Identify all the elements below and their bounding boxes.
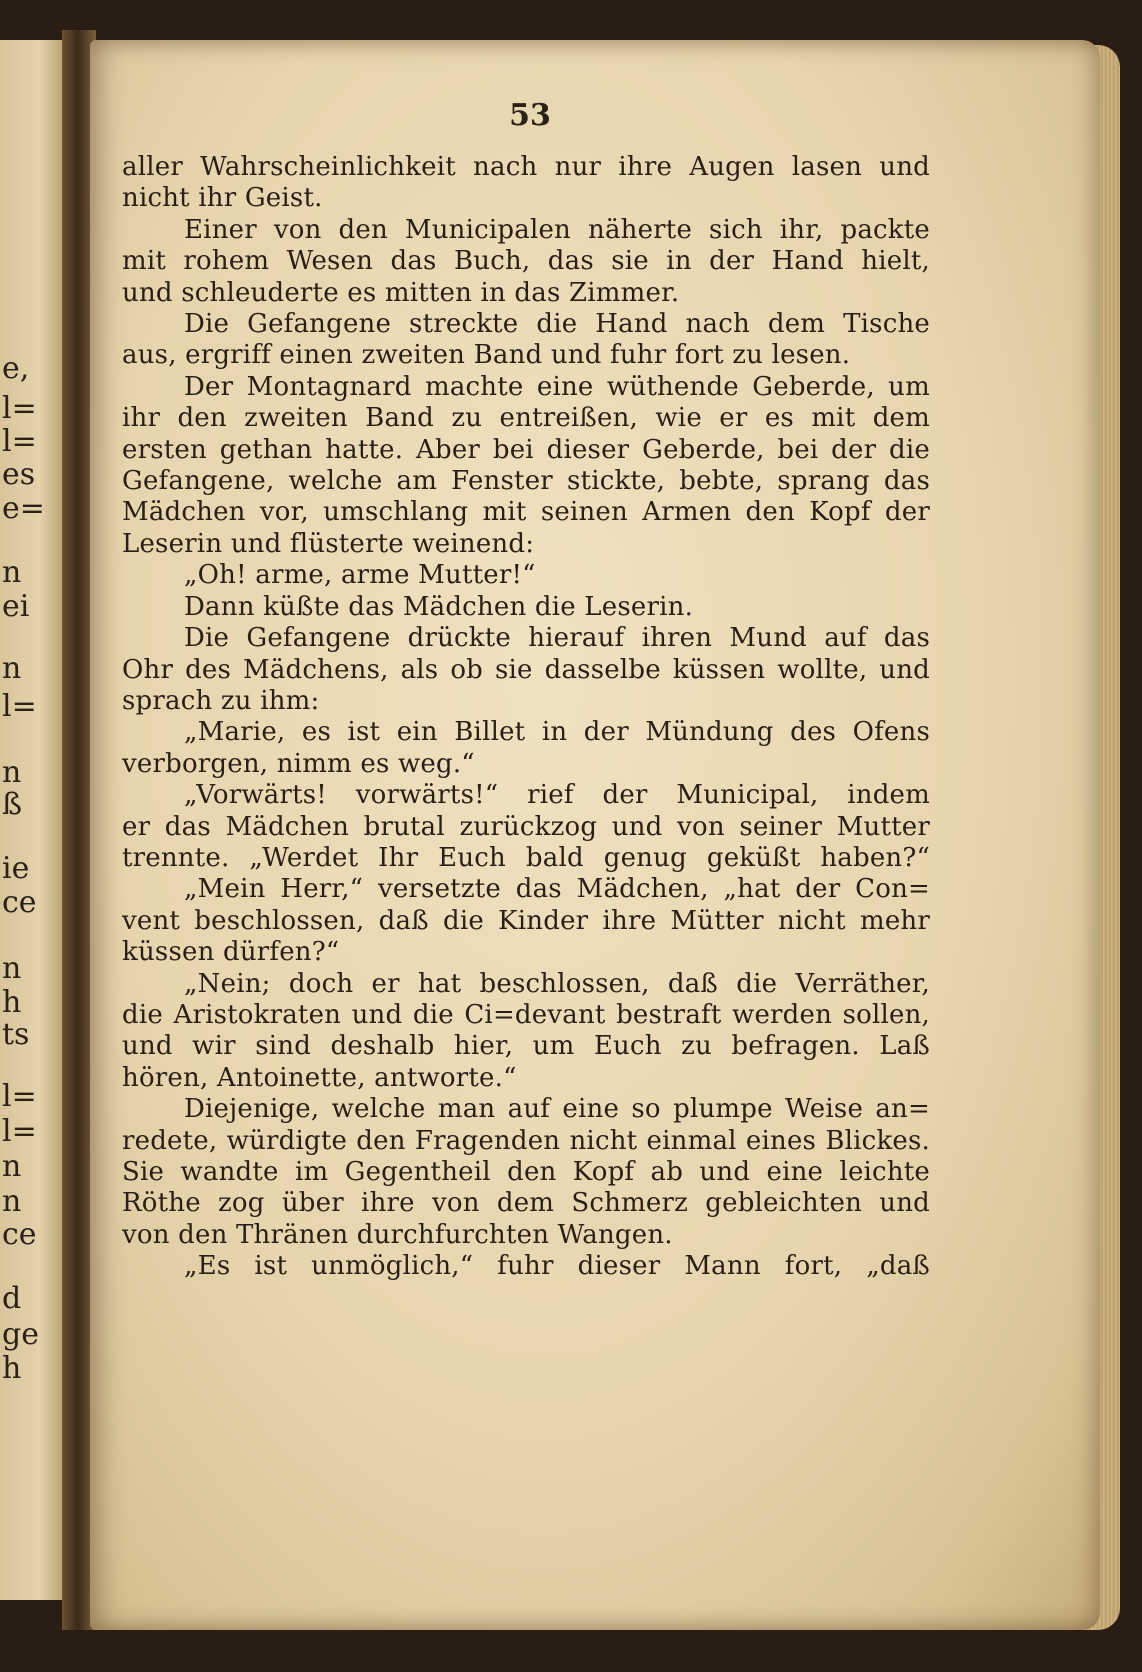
text-line: „Es ist unmöglich,“ fuhr dieser Mann fort, „daß (184, 1251, 930, 1282)
text-line: von den Thränen durchfurchten Wangen. (122, 1219, 673, 1250)
text-line: Ohr des Mädchens, als ob sie dasselbe küssen wollte, und (122, 654, 930, 685)
text-line: Diejenige, welche man auf eine so plumpe Weise an= (184, 1094, 930, 1125)
left-page-fragment: n (2, 756, 22, 790)
text-line: die Aristokraten und die Ci=devant bestraft werden sollen, (122, 999, 930, 1030)
left-page-fragment: ts (2, 1018, 30, 1052)
left-facing-page (0, 40, 66, 1600)
body-text (122, 152, 930, 1283)
left-page-fragment: n (2, 952, 22, 986)
text-line: aller Wahrscheinlichkeit nach nur ihre Augen lasen und (122, 152, 930, 182)
left-page-fragment: l= (2, 690, 37, 724)
text-line: und schleuderte es mitten in das Zimmer. (122, 277, 680, 308)
text-line: „Vorwärts! vorwärts!“ rief der Municipal, indem (184, 780, 930, 811)
text-line: er das Mädchen brutal zurückzog und von seiner Mutter (122, 811, 930, 842)
text-line: Die Gefangene drückte hierauf ihren Mund auf das (184, 623, 930, 654)
text-line: „Nein; doch er hat beschlossen, daß die Verräther, (184, 968, 930, 999)
text-line: küssen dürfen?“ (122, 937, 340, 968)
left-page-fragment: n (2, 556, 22, 590)
left-page-fragment: ß (2, 788, 23, 822)
text-line: hören, Antoinette, antworte.“ (122, 1062, 517, 1093)
left-page-fragment: l= (2, 425, 37, 459)
left-page-fragment: ce (2, 886, 37, 920)
left-page-fragment: ie (2, 852, 30, 886)
text-line: mit rohem Wesen das Buch, das sie in der Hand hielt, (122, 246, 930, 277)
text-line: nicht ihr Geist. (122, 183, 323, 214)
left-page-fragment: l= (2, 392, 37, 426)
text-line: aus, ergriff einen zweiten Band und fuhr fort zu lesen. (122, 340, 851, 371)
left-page-fragment: ei (2, 590, 30, 624)
text-line: Die Gefangene streckte die Hand nach dem Tische (184, 309, 930, 340)
text-line: Mädchen vor, umschlang mit seinen Armen den Kopf der (122, 497, 930, 528)
left-page-fragment: d (2, 1282, 22, 1316)
text-line: Einer von den Municipalen näherte sich ihr, packte (184, 214, 930, 245)
text-line: trennte. „Werdet Ihr Euch bald genug geküßt haben?“ (122, 842, 930, 873)
text-line: vent beschlossen, daß die Kinder ihre Mütter nicht mehr (122, 905, 930, 936)
left-page-fragment: n (2, 652, 22, 686)
text-line: Röthe zog über ihre von dem Schmerz gebleichten und (122, 1188, 930, 1219)
text-line: und wir sind deshalb hier, um Euch zu befragen. Laß (122, 1031, 930, 1062)
text-line: Gefangene, welche am Fenster stickte, bebte, sprang das (122, 466, 930, 497)
left-page-fragment: l= (2, 1115, 37, 1149)
text-line: Der Montagnard machte eine wüthende Geberde, um (184, 371, 930, 402)
text-line: sprach zu ihm: (122, 685, 320, 716)
left-page-fragment: l= (2, 1080, 37, 1114)
left-page-fragment: n (2, 1185, 22, 1219)
left-page-fragment: h (2, 986, 22, 1020)
text-line: redete, würdigte den Fragenden nicht einmal eines Blickes. (122, 1125, 930, 1156)
left-page-fragment: ce (2, 1218, 37, 1252)
text-line: verborgen, nimm es weg.“ (122, 748, 475, 779)
left-page-fragment: e= (2, 492, 45, 526)
left-page-fragment: e, (2, 352, 30, 386)
text-line: ihr den zweiten Band zu entreißen, wie er es mit dem (122, 403, 930, 434)
left-page-fragment: ge (2, 1318, 39, 1352)
left-page-fragment: h (2, 1352, 22, 1386)
text-line: „Mein Herr,“ versetzte das Mädchen, „hat der Con= (184, 874, 930, 905)
text-line: Sie wandte im Gegentheil den Kopf ab und eine leichte (122, 1157, 930, 1187)
text-line: „Oh! arme, arme Mutter!“ (184, 560, 536, 591)
left-page-fragment: n (2, 1150, 22, 1184)
left-page-text-fragments (0, 40, 62, 1600)
left-page-fragment: es (2, 458, 36, 492)
text-line: „Marie, es ist ein Billet in der Mündung des Ofens (184, 717, 930, 748)
page-number: 53 (509, 98, 551, 133)
text-line: ersten gethan hatte. Aber bei dieser Geberde, bei der die (122, 434, 930, 465)
text-line: Dann küßte das Mädchen die Leserin. (184, 591, 694, 622)
text-line: Leserin und flüsterte weinend: (122, 528, 535, 559)
